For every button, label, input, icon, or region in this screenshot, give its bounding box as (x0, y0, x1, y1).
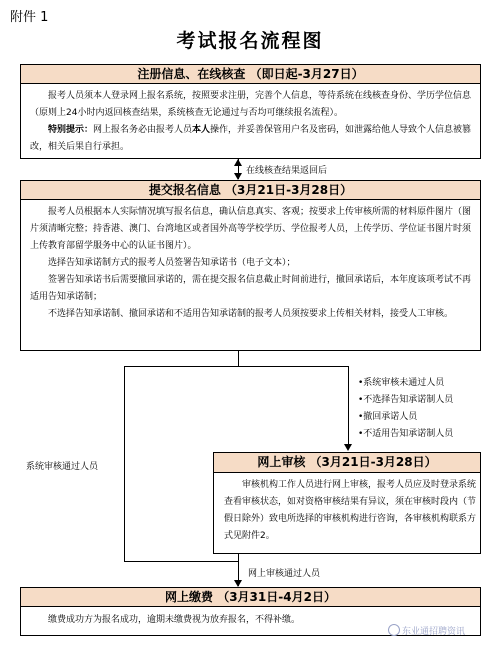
watermark (388, 624, 465, 637)
step1-para: 报考人员须本人登录网上报名系统，按照要求注册，完善个人信息，等待系统在线核查身份、学历学位信息（原则上24小时内返回核查结果，系统核查无论通过与否均可继续报名流程）。 (30, 91, 472, 118)
branch-left-line (124, 366, 125, 561)
list-item: •撤回承诺人员 (358, 412, 418, 422)
passed-label: 系统审核通过人员 (26, 462, 99, 472)
arrow-up (234, 159, 242, 166)
branch-bottom-line (124, 561, 239, 562)
step2-header: 提交报名信息 （3月21日-3月28日） (20, 180, 481, 200)
step1-tip (30, 122, 475, 156)
step2-para4: 不选择告知承诺制、撤回承诺和不适用告知承诺制的报考人员须按要求上传相关材料，接受人工审核。 (48, 309, 454, 319)
watermark-text: 东业通招聘资讯 (402, 627, 466, 637)
step2-body (30, 204, 475, 323)
tip-text-b: 操作，并妥善保管用户名及密码，如泄露给他人导致个人信息被篡改，相关后果自行承担。 (30, 125, 472, 152)
arrow-down (344, 444, 352, 451)
branch-line-top (124, 366, 349, 367)
step1-header: 注册信息、在线核查 （即日起-3月27日） (20, 64, 481, 84)
tip-text-a: 网上报名务必由报考人员 (93, 125, 193, 135)
not-passed-list (358, 375, 453, 443)
attachment-label: 附件 1 (10, 10, 49, 25)
step2-para2: 选择告知承诺制方式的报考人员签署告知承诺书（电子文本）； (48, 258, 296, 268)
arrow-down (234, 173, 242, 180)
step1-body (30, 88, 475, 156)
branch-right-line (348, 366, 349, 444)
step4-header: 网上缴费 （3月31日-4月2日） (20, 587, 481, 607)
tip-bold: 本人 (192, 125, 211, 135)
list-item: •不适用告知承诺制人员 (358, 429, 454, 439)
step3-header: 网上审核 （3月21日-3月28日） (213, 452, 481, 473)
arrow-down (234, 580, 242, 587)
page-title: 考试报名流程图 (176, 30, 324, 52)
tip-label: 特别提示： (48, 125, 94, 135)
step4-para: 缴费成功方为报名成功，逾期未缴费视为放弃报名，不得补缴。 (48, 615, 301, 625)
pass-note: 网上审核通过人员 (248, 569, 321, 579)
step3-body (224, 477, 476, 545)
watermark-icon (388, 624, 400, 636)
return-note: 在线核查结果返回后 (246, 166, 328, 176)
list-item: •系统审核未通过人员 (358, 378, 445, 388)
branch-stem (238, 351, 239, 366)
list-item: •不选择告知承诺制人员 (358, 395, 454, 405)
step2-para3: 签署告知承诺书后需要撤回承诺的，需在提交报名信息截止时间前进行，撤回承诺后，本年度该项考试不再适用告知承诺制； (30, 275, 472, 302)
step2-para1: 报考人员根据本人实际情况填写报名信息，确认信息真实、客观；按要求上传审核所需的材料原件图片（图片须清晰完整；持香港、澳门、台湾地区或者国外高等学校学历、学位报考人员，上传学历、学位证书图片时须上传教育部留学服务中心的认证书图片）。 (30, 207, 472, 251)
step3-para: 审核机构工作人员进行网上审核，报考人员应及时登录系统查看审核状态，如对资格审核结果有异议，须在审核时段内（节假日除外）致电所选择的审核机构进行咨询，各审核机构联系方式见附件2。 (224, 480, 477, 541)
